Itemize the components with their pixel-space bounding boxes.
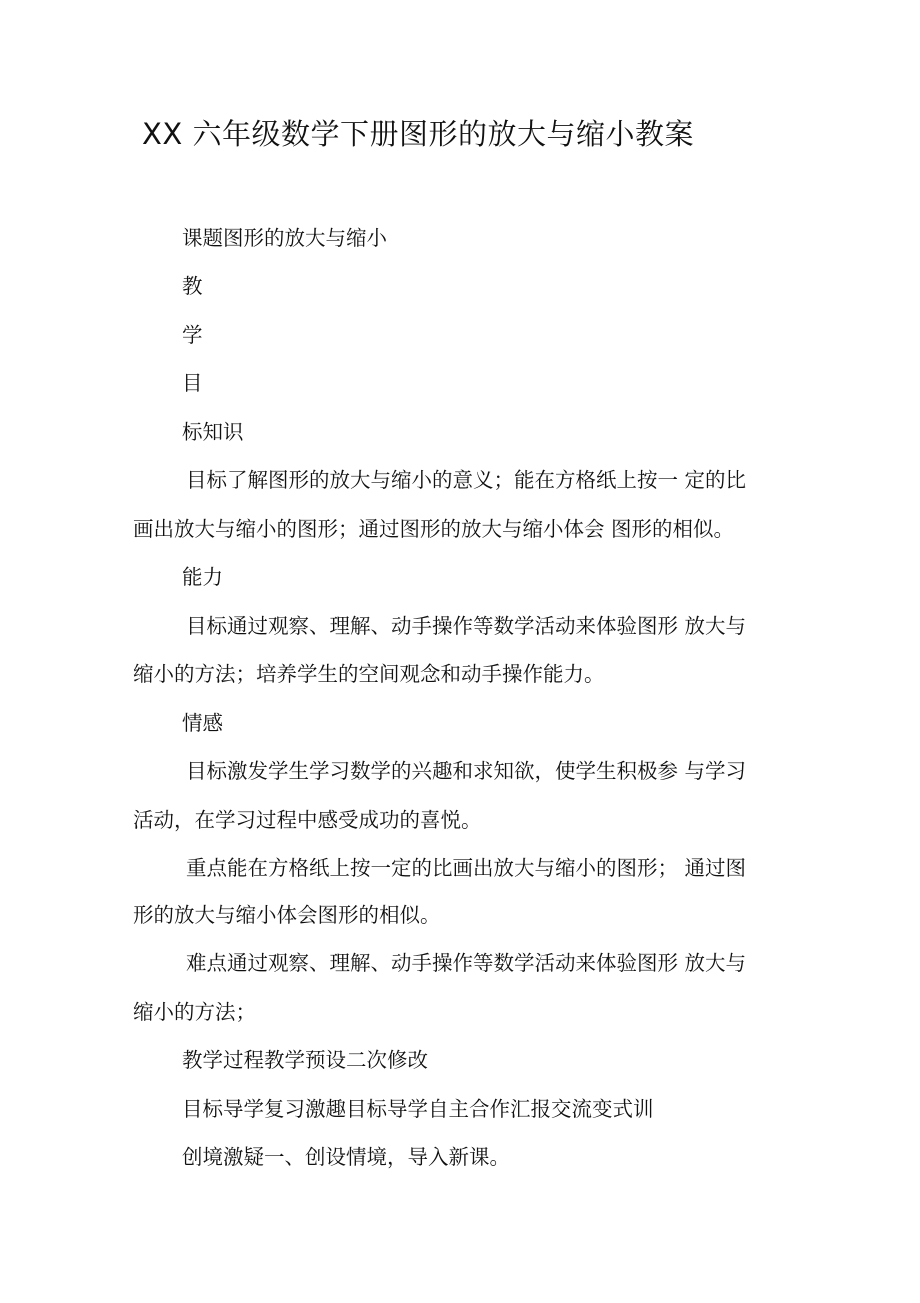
process-header: 教学过程教学预设二次修改 bbox=[182, 1048, 428, 1072]
ability-objective-line-2: 缩小的方法；培养学生的空间观念和动手操作能力。 bbox=[133, 662, 605, 686]
ability-objective-line-1: 目标通过观察、理解、动手操作等数学活动来体验图形 放大与 bbox=[186, 614, 747, 638]
process-step-1: 创境激疑一、创设情境，导入新课。 bbox=[182, 1145, 510, 1169]
ability-label: 能力 bbox=[182, 565, 223, 589]
objective-label-char-1: 教 bbox=[182, 274, 203, 298]
emotion-objective-line-1: 目标激发学生学习数学的兴趣和求知欲，使学生积极参 与学习 bbox=[186, 759, 747, 783]
document-title: XX 六年级数学下册图形的放大与缩小教案 bbox=[142, 117, 694, 151]
difficulty-line-1: 难点通过观察、理解、动手操作等数学活动来体验图形 放大与 bbox=[186, 951, 747, 975]
key-point-line-2: 形的放大与缩小体会图形的相似。 bbox=[133, 903, 441, 927]
key-point-line-1: 重点能在方格纸上按一定的比画出放大与缩小的图形； 通过图 bbox=[186, 856, 747, 880]
objective-label-char-3: 目 bbox=[182, 371, 203, 395]
emotion-label: 情感 bbox=[182, 711, 223, 735]
knowledge-objective-line-1: 目标了解图形的放大与缩小的意义；能在方格纸上按一 定的比 bbox=[186, 468, 747, 492]
difficulty-line-2: 缩小的方法； bbox=[133, 1000, 256, 1024]
objective-label-char-2: 学 bbox=[182, 323, 203, 347]
emotion-objective-line-2: 活动，在学习过程中感受成功的喜悦。 bbox=[133, 808, 482, 832]
knowledge-label: 标知识 bbox=[182, 420, 244, 444]
knowledge-objective-line-2: 画出放大与缩小的图形；通过图形的放大与缩小体会 图形的相似。 bbox=[133, 517, 735, 541]
lesson-topic: 课题图形的放大与缩小 bbox=[182, 226, 387, 250]
process-stages: 目标导学复习激趣目标导学自主合作汇报交流变式训 bbox=[182, 1097, 654, 1121]
